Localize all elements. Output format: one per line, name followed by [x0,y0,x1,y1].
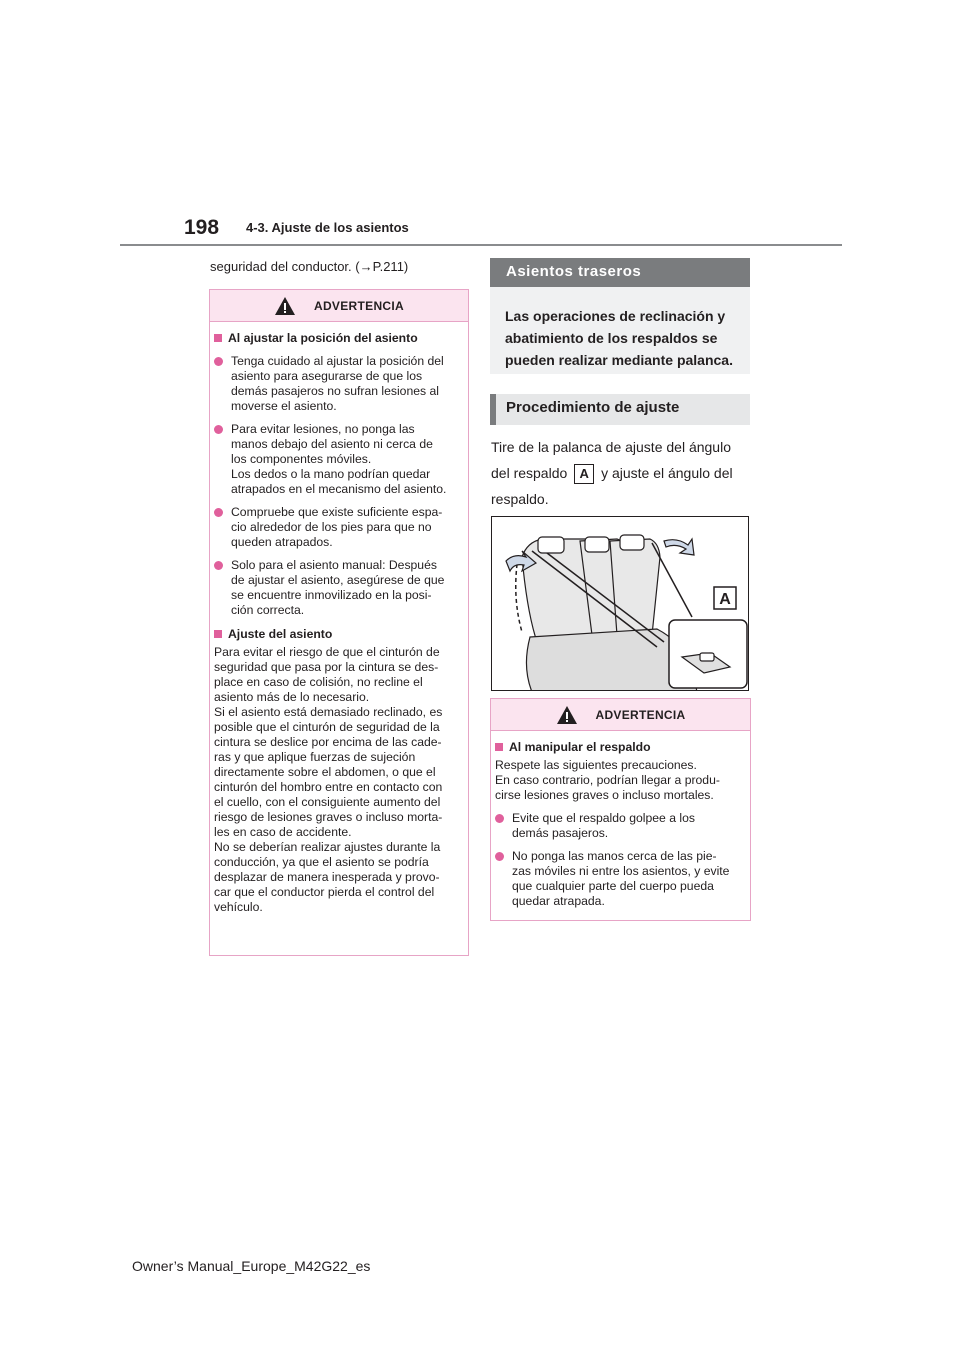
section-title-bar: Asientos traseros [490,258,750,287]
warning-subhead: Al manipular el respaldo [495,740,744,755]
warning-title: ADVERTENCIA [314,298,404,313]
procedure-heading: Procedimiento de ajuste [490,394,750,425]
warning-triangle-icon [556,705,578,725]
page-number: 198 [184,216,220,239]
warning-box-seat-position [209,289,469,956]
square-bullet-icon [495,743,503,751]
circle-bullet-icon [495,814,504,823]
warning-bullet: Compruebe que existe suficiente espa- cio alrededor de los pies para que no queden atrapados. [214,505,462,550]
circle-bullet-icon [214,508,223,517]
warning-box-backrest [490,698,751,921]
procedure-text: Tire de la palanca de ajuste del ángulo del respaldo A y ajuste el ángulo del respaldo. [491,439,733,507]
figure-label-a: A [719,591,731,608]
rear-seat-illustration [491,516,749,691]
warning-bullet: Para evitar lesiones, no ponga las manos debajo del asiento ni cerca de los componentes móviles. Los dedos o la mano podrían quedar atrapados en el mecanismo del asiento. [214,422,462,497]
warning-bullet: Tenga cuidado al ajustar la posición del asiento para asegurarse de que los demás pasajeros no sufran lesiones al moverse el asiento. [214,354,462,414]
intro-text: seguridad del conductor. (→P.211) [210,259,409,274]
warning-paragraph: Para evitar el riesgo de que el cinturón de seguridad que pasa por la cintura se des- place en caso de colisión, no recline el asiento más de lo necesario. Si el asiento está demasiado reclinado, es posible que el cinturón de seguridad de la cintura se deslice por encima de las cade- ras y que aplique fuerzas de sujeción directamente sobre el abdomen, o que el cinturón del hombro entre en contacto con el cuello, con el consiguiente aumento del riesgo de lesiones graves o incluso morta- les en caso de accidente. No se deberían realizar ajustes durante la conducción, ya que el asiento se podría desplazar de manera inesperada y provo- car que el conductor pierda el control del vehículo. [214,645,443,914]
section-header: 4-3. Ajuste de los asientos [246,220,409,235]
warning-bullet: No ponga las manos cerca de las pie- zas móviles ni entre los asientos, y evite que cualquier parte del cuerpo pueda quedar atrapada. [495,849,744,909]
footer-text: Owner’s Manual_Europe_M42G22_es [132,1258,371,1274]
circle-bullet-icon [214,561,223,570]
square-bullet-icon [214,334,222,342]
warning-subhead: Ajuste del asiento [214,627,462,642]
warning-bullet: Evite que el respaldo golpee a los demás pasajeros. [495,811,744,841]
callout-label-a: A [574,464,594,484]
warning-subhead: Al ajustar la posición del asiento [214,331,462,346]
circle-bullet-icon [495,852,504,861]
rear-seat-drawing [492,517,749,691]
header-divider [120,244,842,246]
warning-triangle-icon [274,296,296,316]
warning-paragraph: Respete las siguientes precauciones. En caso contrario, podrían llegar a produ- cirse lesiones graves o incluso mortales. [495,758,720,802]
warning-header [491,699,750,731]
warning-title: ADVERTENCIA [595,707,686,722]
square-bullet-icon [214,630,222,638]
warning-bullet: Solo para el asiento manual: Después de ajustar el asiento, asegúrese de que se encuentre inmovilizado en la posi- ción correcta. [214,558,462,618]
summary-box: Las operaciones de reclinación y abatimiento de los respaldos se pueden realizar mediante palanca. [490,287,750,374]
warning-header [210,290,468,322]
circle-bullet-icon [214,425,223,434]
circle-bullet-icon [214,357,223,366]
